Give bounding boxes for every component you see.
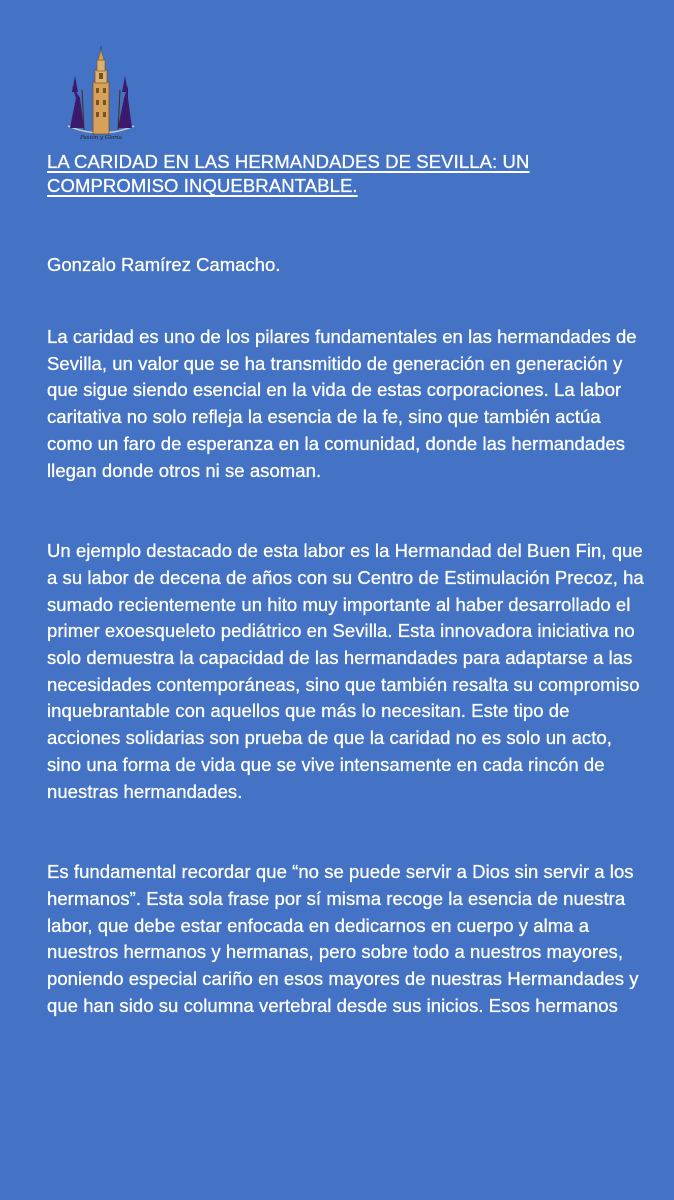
article-title-line-2: COMPROMISO INQUEBRANTABLE. xyxy=(47,175,358,196)
article xyxy=(47,150,647,1019)
article-title xyxy=(47,150,647,198)
paragraph-1: La caridad es uno de los pilares fundamentales en las hermandades de Sevilla, un valor que se ha transmitido de generación en generación y que sigue siendo esencial en la vida de estas corporaciones. La labor caritativa no solo refleja la esencia de la fe, sino que también actúa como un faro de esperanza en la comunidad, donde las hermandades llegan donde otros ni se asoman. xyxy=(47,326,637,481)
article-author: Gonzalo Ramírez Camacho. xyxy=(47,254,281,275)
giralda-nazarenos-icon xyxy=(62,46,140,142)
logo xyxy=(62,46,140,142)
article-title-line-1: LA CARIDAD EN LAS HERMANDADES DE SEVILLA: UN xyxy=(47,151,530,172)
logo-caption: Pasión y Gloria xyxy=(80,135,122,141)
paragraph-3: Es fundamental recordar que “no se puede servir a Dios sin servir a los hermanos”. Esta sola frase por sí misma recoge la esencia de nuestra labor, que debe estar enfocada en dedicarnos en cuerpo y alma a nuestros hermanos y hermanas, pero sobre todo a nuestros mayores, poniendo especial cariño en esos mayores de nuestras Hermandades y que han sido su columna vertebral desde sus inicios. Esos hermanos xyxy=(47,861,639,1016)
paragraph-2: Un ejemplo destacado de esta labor es la Hermandad del Buen Fin, que a su labor de decena de años con su Centro de Estimulación Precoz, ha sumado recientemente un hito muy importante al haber desarrollado el primer exoesqueleto pediátrico en Sevilla. Esta innovadora iniciativa no solo demuestra la capacidad de las hermandades para adaptarse a las necesidades contemporáneas, sino que también resalta su compromiso inquebrantable con aquellos que más lo necesitan. Este tipo de acciones solidarias son prueba de que la caridad no es solo un acto, sino una forma de vida que se vive intensamente en cada rincón de nuestras hermandades. xyxy=(47,540,644,802)
